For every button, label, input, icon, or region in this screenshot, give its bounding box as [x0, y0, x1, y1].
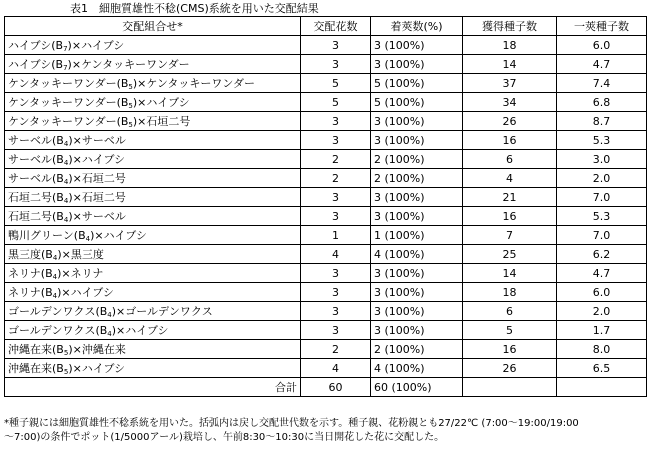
cell-pods: 3 (100%) [371, 302, 463, 321]
cell-seeds-per-pod: 6.8 [557, 93, 647, 112]
pollen-parent: ハイブシ [103, 228, 147, 242]
seed-parent: 沖縄在来 [8, 342, 52, 356]
cell-combination: ケンタッキーワンダー$(B_5)\times$ケンタッキーワンダー [5, 74, 301, 93]
cell-combination: 沖縄在来$(B_5)\times$沖縄在来 [5, 340, 301, 359]
table-caption: 表1 細胞質雄性不稔(CMS)系統を用いた交配結果 [70, 2, 319, 15]
cell-seeds-per-pod: 7.0 [557, 226, 647, 245]
pollen-parent: 石垣二号 [146, 114, 191, 128]
cell-pods: 3 (100%) [371, 131, 463, 150]
backcross-generation: 4 [52, 253, 58, 262]
cell-combination: ハイブシ$(B_7)\times$ケンタッキーワンダー [5, 55, 301, 74]
cell-flowers: 5 [301, 74, 371, 93]
seed-parent: ケンタッキーワンダー [8, 76, 117, 90]
cell-flowers: 3 [301, 188, 371, 207]
table-row [5, 264, 647, 283]
table-row [5, 245, 647, 264]
seed-parent: ネリナ [8, 266, 41, 280]
pollen-parent: ハイブシ [70, 285, 114, 299]
seed-parent: ハイブシ [8, 57, 52, 71]
backcross-generation: 4 [52, 272, 58, 281]
seed-parent: ネリナ [8, 285, 41, 299]
cell-seeds-per-pod: 5.3 [557, 207, 647, 226]
cell-seeds-per-pod: 6.0 [557, 36, 647, 55]
pollen-parent: 黒三度 [70, 247, 104, 261]
table-row [5, 131, 647, 150]
pollen-parent: ケンタッキーワンダー [146, 76, 255, 90]
cell-seeds: 18 [463, 36, 557, 55]
cell-seeds-per-pod: 7.4 [557, 74, 647, 93]
cell-pods: 2 (100%) [371, 169, 463, 188]
cell-seeds: 5 [463, 321, 557, 340]
table-row [5, 55, 647, 74]
cell-combination: 鴨川グリーン$(B_4)\times$ハイブシ [5, 226, 301, 245]
backcross-generation: 7 [63, 63, 68, 72]
cell-combination: ケンタッキーワンダー$(B_5)\times$ハイブシ [5, 93, 301, 112]
cell-flowers: 2 [301, 150, 371, 169]
cell-seeds: 25 [463, 245, 557, 264]
backcross-generation: 5 [128, 82, 133, 91]
cell-combination: ネリナ$(B_4)\times$ハイブシ [5, 283, 301, 302]
cell-seeds: 16 [463, 207, 557, 226]
cell-seeds: 6 [463, 150, 557, 169]
col-header-pods: 着莢数(%) [371, 17, 463, 36]
pollen-parent: 石垣二号 [81, 171, 126, 185]
cell-combination: サーベル$(B_4)\times$石垣二号 [5, 169, 301, 188]
cell-seeds-per-pod: 6.2 [557, 245, 647, 264]
cell-seeds-per-pod: 3.0 [557, 150, 647, 169]
total-flowers: 60 [301, 378, 371, 397]
cell-seeds-per-pod: 4.7 [557, 264, 647, 283]
table-row [5, 359, 647, 378]
cell-pods: 3 (100%) [371, 283, 463, 302]
pollen-parent: ハイブシ [81, 361, 126, 375]
col-header-combination: 交配組合せ* [5, 17, 301, 36]
cell-flowers: 5 [301, 93, 371, 112]
cell-combination: ハイブシ$(B_7)\times$ハイブシ [5, 36, 301, 55]
cell-pods: 3 (100%) [371, 264, 463, 283]
pollen-parent: ケンタッキーワンダー [81, 57, 190, 71]
pollen-parent: 石垣二号 [81, 190, 126, 204]
total-row [5, 378, 647, 397]
cell-combination: サーベル$(B_4)\times$ハイブシ [5, 150, 301, 169]
seed-parent: 石垣二号 [8, 190, 52, 204]
cell-flowers: 2 [301, 340, 371, 359]
cell-flowers: 3 [301, 283, 371, 302]
col-header-seeds-per-pod: 一莢種子数 [557, 17, 647, 36]
backcross-generation: 5 [128, 101, 133, 110]
pollen-parent: ゴールデンワクス [125, 304, 213, 318]
seed-parent: 黒三度 [8, 247, 41, 261]
cell-flowers: 1 [301, 226, 371, 245]
cell-flowers: 4 [301, 245, 371, 264]
seed-parent: ケンタッキーワンダー [8, 95, 117, 109]
table-row [5, 207, 647, 226]
seed-parent: ケンタッキーワンダー [8, 114, 117, 128]
cell-seeds: 16 [463, 340, 557, 359]
pollen-parent: 沖縄在来 [81, 342, 126, 356]
cell-pods: 2 (100%) [371, 340, 463, 359]
seed-parent: サーベル [8, 133, 52, 147]
table-row [5, 226, 647, 245]
backcross-generation: 4 [63, 158, 69, 167]
results-table [4, 16, 647, 397]
seed-parent: ゴールデンワクス [8, 304, 96, 318]
note-line: *種子親には細胞質雄性不稔系統を用いた。括弧内は戻し交配世代数を示す。種子親、花粉親とも27/22℃ (7:00～19:00/19:00 [4, 418, 579, 429]
pollen-parent: サーベル [81, 133, 126, 147]
cell-seeds-per-pod: 2.0 [557, 169, 647, 188]
backcross-generation: 5 [63, 367, 69, 376]
cell-seeds-per-pod: 1.7 [557, 321, 647, 340]
cell-seeds-per-pod: 4.7 [557, 55, 647, 74]
backcross-generation: 5 [128, 120, 133, 129]
cell-flowers: 3 [301, 321, 371, 340]
cell-combination: 黒三度$(B_4)\times$黒三度 [5, 245, 301, 264]
table-row [5, 169, 647, 188]
table-row [5, 112, 647, 131]
table-row [5, 321, 647, 340]
backcross-generation: 4 [85, 234, 91, 243]
pollen-parent: ネリナ [70, 266, 104, 280]
backcross-generation: 4 [107, 329, 112, 338]
seed-parent: 鴨川グリーン [8, 228, 74, 242]
pollen-parent: ハイブシ [81, 38, 125, 52]
cell-combination: サーベル$(B_4)\times$サーベル [5, 131, 301, 150]
cell-seeds: 14 [463, 55, 557, 74]
cell-seeds: 18 [463, 283, 557, 302]
seed-parent: サーベル [8, 171, 52, 185]
cell-combination: 石垣二号$(B_4)\times$石垣二号 [5, 188, 301, 207]
table-notes [4, 417, 646, 445]
table-row [5, 93, 647, 112]
cell-pods: 3 (100%) [371, 55, 463, 74]
pollen-parent: ハイブシ [146, 95, 190, 109]
table-row [5, 188, 647, 207]
seed-parent: 沖縄在来 [8, 361, 52, 375]
cell-seeds-per-pod: 5.3 [557, 131, 647, 150]
backcross-generation: 4 [63, 177, 69, 186]
cell-pods: 4 (100%) [371, 245, 463, 264]
cell-flowers: 3 [301, 302, 371, 321]
table-row [5, 74, 647, 93]
note-line: ～7:00)の条件でポット(1/5000アール)栽培し、午前8:30～10:30に当日開花した花に交配した。 [4, 432, 445, 443]
cell-seeds: 21 [463, 188, 557, 207]
backcross-generation: 4 [63, 196, 69, 205]
cell-flowers: 4 [301, 359, 371, 378]
table-row [5, 302, 647, 321]
total-pods: 60 (100%) [371, 378, 463, 397]
cell-seeds-per-pod: 6.0 [557, 283, 647, 302]
cell-pods: 3 (100%) [371, 112, 463, 131]
total-per-pod-empty [557, 378, 647, 397]
cell-pods: 5 (100%) [371, 74, 463, 93]
cell-combination: 沖縄在来$(B_5)\times$ハイブシ [5, 359, 301, 378]
cell-combination: ゴールデンワクス$(B_4)\times$ハイブシ [5, 321, 301, 340]
cell-seeds-per-pod: 8.7 [557, 112, 647, 131]
total-label: 合計 [5, 378, 301, 397]
backcross-generation: 5 [63, 348, 69, 357]
cell-seeds: 16 [463, 131, 557, 150]
pollen-parent: サーベル [81, 209, 126, 223]
seed-parent: 石垣二号 [8, 209, 52, 223]
backcross-generation: 4 [107, 310, 112, 319]
pollen-parent: ハイブシ [125, 323, 169, 337]
cell-seeds: 6 [463, 302, 557, 321]
seed-parent: サーベル [8, 152, 52, 166]
table-body [5, 36, 647, 378]
table-row [5, 283, 647, 302]
cell-seeds: 4 [463, 169, 557, 188]
pollen-parent: ハイブシ [81, 152, 126, 166]
cell-flowers: 3 [301, 55, 371, 74]
seed-parent: ハイブシ [8, 38, 52, 52]
cell-seeds-per-pod: 7.0 [557, 188, 647, 207]
cell-pods: 3 (100%) [371, 188, 463, 207]
seed-parent: ゴールデンワクス [8, 323, 96, 337]
col-header-seeds: 獲得種子数 [463, 17, 557, 36]
total-seeds-empty [463, 378, 557, 397]
cell-seeds-per-pod: 6.5 [557, 359, 647, 378]
col-header-flowers: 交配花数 [301, 17, 371, 36]
table-row [5, 340, 647, 359]
cell-pods: 1 (100%) [371, 226, 463, 245]
cell-seeds: 26 [463, 359, 557, 378]
cell-combination: 石垣二号$(B_4)\times$サーベル [5, 207, 301, 226]
cell-flowers: 3 [301, 264, 371, 283]
cell-seeds: 14 [463, 264, 557, 283]
cell-flowers: 2 [301, 169, 371, 188]
header-row [5, 17, 647, 36]
cell-pods: 5 (100%) [371, 93, 463, 112]
cell-seeds: 7 [463, 226, 557, 245]
cell-seeds: 34 [463, 93, 557, 112]
cell-pods: 4 (100%) [371, 359, 463, 378]
cell-flowers: 3 [301, 207, 371, 226]
cell-pods: 3 (100%) [371, 36, 463, 55]
cell-combination: ゴールデンワクス$(B_4)\times$ゴールデンワクス [5, 302, 301, 321]
backcross-generation: 4 [63, 139, 69, 148]
cell-flowers: 3 [301, 112, 371, 131]
cell-pods: 3 (100%) [371, 207, 463, 226]
cell-pods: 2 (100%) [371, 150, 463, 169]
cell-flowers: 3 [301, 131, 371, 150]
cell-combination: ネリナ$(B_4)\times$ネリナ [5, 264, 301, 283]
backcross-generation: 4 [63, 215, 69, 224]
cell-seeds: 26 [463, 112, 557, 131]
backcross-generation: 7 [63, 44, 68, 53]
table-row [5, 36, 647, 55]
backcross-generation: 4 [52, 291, 58, 300]
cell-pods: 3 (100%) [371, 321, 463, 340]
cell-flowers: 3 [301, 36, 371, 55]
table-row [5, 150, 647, 169]
cell-seeds-per-pod: 2.0 [557, 302, 647, 321]
cell-seeds-per-pod: 8.0 [557, 340, 647, 359]
cell-combination: ケンタッキーワンダー$(B_5)\times$石垣二号 [5, 112, 301, 131]
cell-seeds: 37 [463, 74, 557, 93]
